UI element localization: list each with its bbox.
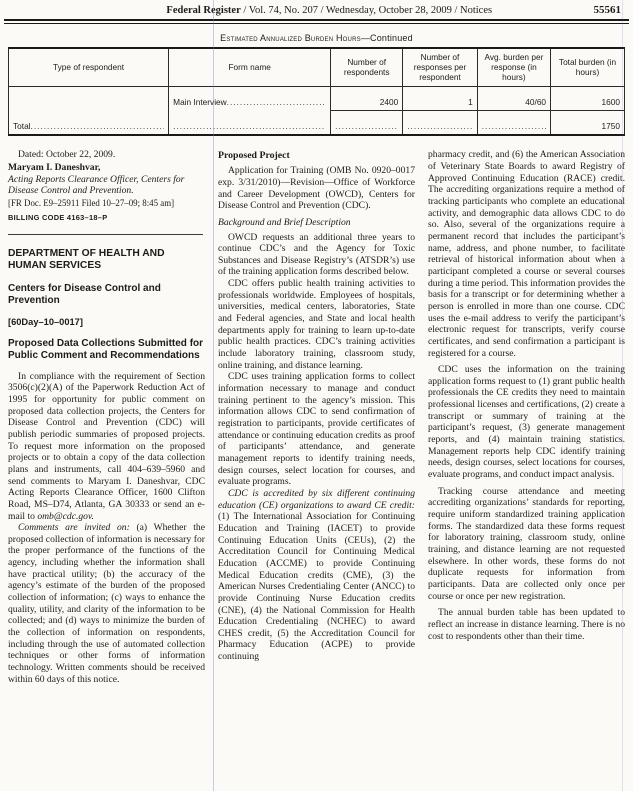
cell-type (9, 87, 169, 111)
left-column (8, 149, 205, 685)
table-title-continued: —Continued (360, 33, 413, 43)
department-heading: DEPARTMENT OF HEALTH AND HUMAN SERVICES (8, 247, 165, 272)
paragraph-comments: Comments are invited on: (a) Whether the proposed collection of information is necessary for the proper performance of the functions of the agency, including whether the information shall have practical utility; (b) the accuracy of the agency’s estimate of the burden of the proposed collection of information; (c) ways to enhance the quality, utility, and clarity of the information to be collected; and (d) ways to minimize the burden of the collection of information on respondents, including through the use of automated collection techniques or other forms of information technology. Written comments should be received within 60 days of this notice. (8, 522, 205, 685)
email-address: omb@cdc.gov. (37, 510, 94, 522)
paragraph-cdc-offers: CDC offers public health training activities to professionals worldwide. Employees of hospitals, universities, medical centers, laboratories, State and Federal agencies, and State and local health departments apply for training to learn up-to-date public health practices. CDC’s training activities include laboratory training, classroom study, online training, and distance learning. (218, 278, 415, 371)
cell-total-label: Total ..... (9, 111, 169, 136)
paragraph-owcd-request: OWCD requests an additional three years to continue CDC’s and the Agency for Toxic Substances and Disease Registry’s (ATSDR’s) use of the training application forms described below. (218, 231, 415, 278)
cell-form-name (169, 111, 331, 136)
col-header-type: Type of respondent (9, 48, 169, 87)
table-row (9, 87, 625, 111)
body-columns (0, 149, 633, 685)
paragraph-accredited: CDC is accredited by six different continuing education (CE) organizations to award CE credit: (1) The International Association for Continuing Education and Training (IACET) to provide Continuing Education Units (CEUs), (2) the Accreditation Council for Continuing Medical Education (ACCME) to provide Continuing Medical Education credits (CME), (3) the American Nurses Credentialing Center (ANCC) to provide Continuing Nurse Education credits (CNE), (4) the National Commission for Health Education Credentialing (NCHEC) to award CHES credit, (5) the Accreditation Council for Pharmacy Education (ACPE) to provide continuing (218, 487, 415, 663)
comments-lead-in: Comments are invited on: (18, 522, 137, 534)
issue-info: / Vol. 74, No. 207 / Wednesday, October 28, 2009 / Notices (240, 5, 493, 16)
table-total-row (9, 111, 625, 136)
cell-respondents (331, 111, 403, 136)
running-head-title (10, 5, 594, 16)
cell-respondents: 2400 (331, 87, 403, 111)
paragraph-application: Application for Training (OMB No. 0920–0017 exp. 3/31/2010)—Revision—Office of Workforce and Career Development (OWCD), Centers for Disease Control and Prevention (CDC). (218, 165, 415, 212)
dot-leader (173, 122, 326, 132)
table-title (8, 33, 625, 43)
col-header-form-name: Form name (169, 48, 331, 87)
table-title-caps: Estimated Annualized Burden Hours (220, 33, 361, 43)
paragraph-tracking: Tracking course attendance and meeting accrediting organizations’ standards for reporting, require uniform standardized training application forms. The standardized data these forms request for laboratory training, classroom study, online training, and distance learning are not requested elsewhere. In other words, these forms do not duplicate requests for information from participants. Data are collected only once per course or once per new registration. (428, 485, 625, 602)
dot-leader (227, 98, 327, 108)
dot-leader (482, 122, 546, 132)
header-rule-thin (4, 23, 629, 24)
col-header-respondents: Number of respondents (331, 48, 403, 87)
cell-avg-burden (477, 111, 550, 136)
section-divider-rule (8, 234, 203, 235)
accredited-lead-in: CDC is accredited by six different continuing education (CE) organizations to award CE credit: (218, 487, 415, 511)
col-header-avg-burden: Avg. burden per response (in hours) (477, 48, 550, 87)
subject-heading: Proposed Data Collections Submitted for Public Comment and Recommendations (8, 338, 204, 362)
cell-responses (403, 111, 478, 136)
paragraph-compliance: In compliance with the requirement of Section 3506(c)(2)(A) of the Paperwork Reduction Act of 1995 for opportunity for public comment on proposed data collection projects, the Centers for Disease Control and Prevention (CDC) will publish periodic summaries of proposed projects. To request more information on the proposed projects or to obtain a copy of the data collection plans and instruments, call 404–639–5960 and send comments to Maryam I. Daneshvar, CDC Acting Reports Clearance Officer, 1600 Clifton Road, MS–D74, Atlanta, GA 30333 or send an e-mail to omb@cdc.gov. (8, 370, 205, 522)
dot-leader (31, 122, 165, 132)
paragraph-cdc-uses-forms: CDC uses training application forms to collect information necessary to manage and conduct training pertinent to the agency’s mission. This information allows CDC to send confirmation of registration to participants, provide certificates of attendance or continuing education credits as proof of participants’ attendance, and generate management reports to identify training needs, design courses, select location for courses, and evaluate programs. (218, 371, 415, 488)
signature-name: Maryam I. Daneshvar, (8, 162, 101, 173)
paragraph-pharmacy-credit: pharmacy credit, and (6) the American Association of Veterinary State Boards to award Registry of Approved Continuing Education (RACE) credit. The accrediting organizations require a method of tracking participants who complete an educational activity, and demographic data allows CDC to do so. Also, several of the organizations require a permanent record that includes the participant’s name, address, and phone number, to facilitate retrieval of historical information about when a participant completed a course or several courses during a time period. This information provides the basis for a transcript or for determining whether a person is enrolled in more than one course. CDC uses the e-mail address to verify the participant’s electronic request for transcripts, verify course certificates, and send confirmation a participant is registered for a course. (428, 149, 625, 359)
cell-form-name: Main Interview ..... (169, 87, 331, 111)
agency-heading: Centers for Disease Control and Prevention (8, 282, 161, 306)
cell-total-burden: 1600 (551, 87, 625, 111)
dot-leader (335, 122, 398, 132)
cell-avg-burden: 40/60 (477, 87, 550, 111)
running-head (0, 0, 633, 17)
dated-line: Dated: October 22, 2009. (18, 149, 116, 161)
journal-name: Federal Register (166, 5, 241, 16)
page-number: 55561 (593, 4, 621, 16)
paragraph-info-request: CDC uses the information on the training application forms request to (1) grant public health professionals the CE credits they need to maintain professional licenses and certifications, (2) create a transcript or summary of training at the participant’s request, (3) generate management reports, and (4) maintain training statistics. Management reports help CDC identify training needs, design courses, select locations for courses, evaluate programs, and conduct impact analysis. (428, 364, 625, 481)
cell-responses: 1 (403, 87, 478, 111)
billing-code: BILLING CODE 4163–18–P (8, 212, 108, 222)
header-rule-thick (4, 19, 629, 21)
docket-number: [60Day–10–0017] (8, 316, 83, 327)
paragraph-burden-table-update: The annual burden table has been updated to reflect an increase in distance learning. There is no cost to respondents other than their time. (428, 607, 625, 642)
burden-table (8, 47, 625, 136)
dot-leader (407, 122, 473, 132)
fr-doc-line: [FR Doc. E9–25911 Filed 10–27–09; 8:45 am] (8, 197, 175, 208)
middle-column (218, 149, 415, 685)
right-column (428, 149, 625, 685)
signature-title: Acting Reports Clearance Officer, Centers for Disease Control and Prevention. (8, 173, 185, 196)
table-header-row (9, 48, 625, 87)
background-heading: Background and Brief Description (218, 216, 351, 228)
burden-table-section (8, 33, 625, 136)
proposed-project-heading: Proposed Project (218, 150, 290, 162)
cell-total-burden: 1750 (551, 111, 625, 136)
col-header-responses: Number of responses per respondent (403, 48, 478, 87)
col-header-total-burden: Total burden (in hours) (551, 48, 625, 87)
